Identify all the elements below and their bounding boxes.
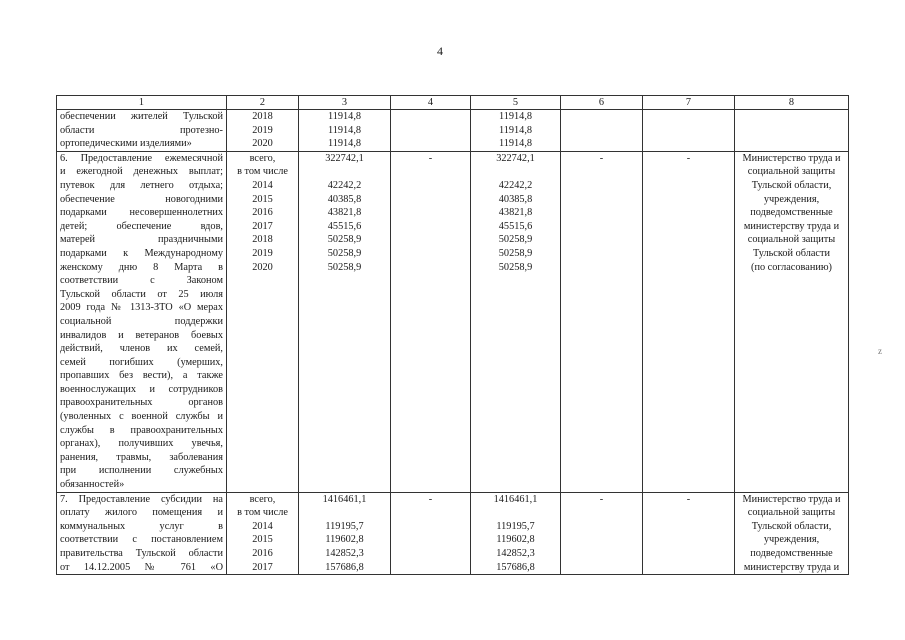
text-line: ранения, травмы, заболевания <box>60 451 223 463</box>
amount: 11914,8 <box>327 111 362 122</box>
amount: 119602,8 <box>325 534 364 546</box>
amount: 42242,2 <box>327 179 362 191</box>
header-row <box>57 96 849 110</box>
text-line: семей погибших (умерших, <box>60 356 223 368</box>
year: 2015 <box>252 534 273 546</box>
dash: - <box>686 493 691 505</box>
text-line: военнослужащих и сотрудников <box>60 383 223 395</box>
text-line: пропавших без вести), а также <box>60 370 223 382</box>
text-line: при исполнении служебных <box>60 465 223 477</box>
amount: 11914,8 <box>498 138 533 150</box>
text-line: области протезно- <box>60 124 223 136</box>
header-cell: 4 <box>391 96 471 110</box>
amount: 119602,8 <box>496 534 535 546</box>
executor-line: Тульской области, <box>751 179 832 191</box>
year: 2020 <box>252 138 273 150</box>
year-cell <box>227 151 299 492</box>
executor-line: социальной защиты <box>747 234 836 246</box>
text-line: правоохранительных органов <box>60 397 223 409</box>
text-line: женскому дню 8 Марта в <box>60 261 223 273</box>
text-line: службы в правоохранительных <box>60 424 223 436</box>
executor-line: Министерство труда и <box>742 152 841 164</box>
amount: 142852,3 <box>496 548 535 559</box>
executor-line: Тульской области <box>752 247 830 259</box>
text-line: подарками к Международному <box>60 247 223 259</box>
total-label: всего, <box>249 152 276 164</box>
text-line: матерей праздничными <box>60 234 223 246</box>
amount: 157686,8 <box>325 561 364 573</box>
executor-line: Тульской области, <box>751 520 832 532</box>
page-number: 4 <box>437 44 443 58</box>
text-line: правительства Тульской области <box>60 548 223 559</box>
amount: 322742,1 <box>496 152 535 164</box>
text-line: обеспечении жителей Тульской <box>60 111 223 122</box>
total-cell <box>299 110 391 152</box>
text-line: детей; обеспечение вдов, <box>60 220 223 232</box>
amount: 50258,9 <box>327 261 362 273</box>
amount: 11914,8 <box>498 111 533 122</box>
program-table <box>56 95 849 575</box>
year: 2020 <box>252 261 273 273</box>
amount <box>302 165 387 179</box>
regional-cell <box>471 110 561 152</box>
table-row-measure-6 <box>57 151 849 492</box>
text-line: соответствии с Законом <box>60 275 223 287</box>
empty-cell <box>391 110 471 152</box>
year-cell <box>227 492 299 575</box>
amount: 50258,9 <box>498 247 533 259</box>
amount: 42242,2 <box>498 179 533 191</box>
year: 2014 <box>252 520 273 532</box>
amount: 119195,7 <box>325 520 364 532</box>
year-cell <box>227 110 299 152</box>
dash: - <box>599 152 604 164</box>
executor-line: министерству труда и <box>743 561 840 573</box>
amount: 11914,8 <box>327 124 362 136</box>
including-label: в том числе <box>237 166 288 178</box>
year: 2017 <box>252 561 273 573</box>
amount <box>474 506 557 520</box>
dash: - <box>599 493 604 505</box>
year: 2018 <box>252 111 273 122</box>
table-row-continuation <box>57 110 849 152</box>
executor-line: подведомственные <box>750 548 833 559</box>
text-line: действий, членов их семей, <box>60 343 223 355</box>
amount: 142852,3 <box>325 548 364 559</box>
empty-cell <box>643 110 735 152</box>
including-label: в том числе <box>237 507 288 519</box>
text-line: от 14.12.2005 № 761 «О <box>60 561 223 573</box>
local-cell <box>561 151 643 492</box>
text-line: инвалидов и ветеранов боевых <box>60 329 223 341</box>
executor-line: социальной защиты <box>747 166 836 178</box>
amount <box>474 165 557 179</box>
amount: 43821,8 <box>327 207 362 219</box>
text-line: 6. Предоставление ежемесячной <box>60 152 223 164</box>
text-line: 7. Предоставление субсидии на <box>60 493 223 505</box>
amount: 40385,8 <box>327 193 362 205</box>
amount <box>302 506 387 520</box>
measure-cell <box>57 151 227 492</box>
text-line: путевок для летнего отдыха; <box>60 179 223 191</box>
year: 2014 <box>252 179 273 191</box>
dash: - <box>428 152 433 164</box>
amount: 11914,8 <box>327 138 362 150</box>
year: 2019 <box>252 124 273 136</box>
amount: 50258,9 <box>498 261 533 273</box>
text-line: (уволенных с военной службы и <box>60 411 223 423</box>
regional-cell <box>471 492 561 575</box>
amount: 50258,9 <box>327 234 362 246</box>
text-line: социальной поддержки <box>60 315 223 327</box>
other-cell <box>643 492 735 575</box>
year: 2016 <box>252 548 273 559</box>
year: 2016 <box>252 207 273 219</box>
text-line: 2009 года № 1313-ЗТО «О мерах <box>60 302 223 314</box>
executor-line: министерству труда и <box>743 220 840 232</box>
measure-cell <box>57 492 227 575</box>
measure-cell <box>57 110 227 152</box>
header-cell: 8 <box>735 96 849 110</box>
margin-mark: z <box>878 346 882 356</box>
federal-cell <box>391 151 471 492</box>
empty-cell <box>561 110 643 152</box>
total-cell <box>299 492 391 575</box>
text-line: обеспечение новогодними <box>60 193 223 205</box>
total-cell <box>299 151 391 492</box>
dash: - <box>428 493 433 505</box>
header-cell: 1 <box>57 96 227 110</box>
header-cell: 3 <box>299 96 391 110</box>
year: 2018 <box>252 234 273 246</box>
header-cell: 6 <box>561 96 643 110</box>
amount: 50258,9 <box>498 234 533 246</box>
local-cell <box>561 492 643 575</box>
executor-line: (по согласованию) <box>751 261 832 273</box>
executor-line: учреждения, <box>763 534 820 546</box>
text-line: ортопедическими изделиями» <box>60 138 192 150</box>
header-cell: 7 <box>643 96 735 110</box>
amount: 45515,6 <box>327 220 362 232</box>
dash: - <box>686 152 691 164</box>
text-line: коммунальных услуг в <box>60 520 223 532</box>
table-row-measure-7 <box>57 492 849 575</box>
total-label: всего, <box>249 493 276 505</box>
federal-cell <box>391 492 471 575</box>
amount: 1416461,1 <box>322 493 367 505</box>
text-line: соответствии с постановлением <box>60 534 223 546</box>
executor-cell <box>735 151 849 492</box>
text-line: подарками несовершеннолетних <box>60 207 223 219</box>
text-line: оплату жилого помещения и <box>60 507 223 519</box>
year: 2019 <box>252 247 273 259</box>
text-line: органах), получивших увечья, <box>60 438 223 450</box>
amount: 40385,8 <box>498 193 533 205</box>
empty-cell <box>735 110 849 152</box>
amount: 1416461,1 <box>493 493 538 505</box>
other-cell <box>643 151 735 492</box>
amount: 45515,6 <box>498 220 533 232</box>
text-line: обязанностей» <box>60 479 125 491</box>
executor-line: Министерство труда и <box>742 493 841 505</box>
text-line: и ежегодной денежных выплат; <box>60 166 223 178</box>
executor-line: учреждения, <box>763 193 820 205</box>
executor-line: подведомственные <box>750 207 833 219</box>
regional-cell <box>471 151 561 492</box>
year: 2015 <box>252 193 273 205</box>
executor-cell <box>735 492 849 575</box>
executor-line: социальной защиты <box>747 507 836 519</box>
amount: 119195,7 <box>496 520 535 532</box>
amount: 322742,1 <box>325 152 364 164</box>
amount: 11914,8 <box>498 124 533 136</box>
amount: 157686,8 <box>496 561 535 573</box>
header-cell: 2 <box>227 96 299 110</box>
amount: 43821,8 <box>498 207 533 219</box>
year: 2017 <box>252 220 273 232</box>
amount: 50258,9 <box>327 247 362 259</box>
text-line: Тульской области от 25 июля <box>60 288 223 300</box>
header-cell: 5 <box>471 96 561 110</box>
